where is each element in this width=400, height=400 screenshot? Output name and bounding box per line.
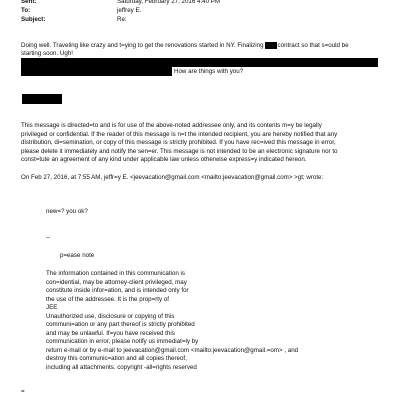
body-line-1-start: Doing well. Traveling like crazy and t=ying to get the renovations started in NY. Finalizing <box>21 42 264 50</box>
disclaimer-line: privileged or confidential. If the reader of this message is n=t the intended recipient, you are hereby notified that any <box>21 130 338 138</box>
quote-line-1: new=? you ok? <box>46 208 88 215</box>
body-line-3: How are things with you? <box>174 68 244 75</box>
quote-line-2: -- <box>46 234 51 241</box>
redaction-block-large <box>21 58 378 67</box>
to-label: To: <box>21 7 31 14</box>
body-line-2: starting soon. Ugh! <box>21 50 73 57</box>
trailing-char: = <box>21 388 25 395</box>
notice-line: constitute inside infor=ation, and is intended only for <box>46 287 189 294</box>
redaction-block-partial <box>21 67 172 76</box>
notice-line: JEE <box>46 304 58 311</box>
body-line-1-end: contract so that s=ould be <box>277 42 349 50</box>
redaction-block <box>265 42 277 49</box>
quote-line-3: p=ease note <box>60 252 95 259</box>
notice-line: the use of the addressee. It is the prop=rty of <box>46 295 169 303</box>
notice-line: communication in error, please notify us immediat=ly by <box>46 338 199 345</box>
disclaimer-line: distribution, di=semination, or copy of this message is strictly prohibited. If you have rec=ived this message in error, <box>21 139 336 146</box>
to-value: jeffrey E. <box>117 7 142 14</box>
disclaimer-line: const=tute an agreement of any kind under applicable law unless otherwise express=y indicated hereon. <box>21 156 307 163</box>
notice-line: con=idential, may be attorney-client privileged, may <box>46 278 187 286</box>
notice-line: including all attachments. copyright -all=rights reserved <box>46 363 197 371</box>
subject-value: Re: <box>117 16 127 23</box>
quote-header: On Feb 27, 2016, at 7:55 AM, jeffr=y E. <jeevacation@gmail.com <mailto:jeevacation@gmail.com> >gt; wrote: <box>21 174 324 181</box>
disclaimer-line: please delete it immediately and notify the sen=er. This message is not intended to be an electronic signature nor to <box>21 147 338 155</box>
notice-line: and may be unlawful. If=you have received this <box>46 329 175 337</box>
sent-label: Sent: <box>21 0 37 5</box>
notice-line: Unauthorized use, disclosure or copying of this <box>46 312 175 320</box>
disclaimer-line: This message is directed=to and is for use of the above-noted addressee only, and its contents m=y be legally <box>21 122 322 129</box>
notice-line: The information contained in this communication is <box>46 270 185 277</box>
redaction-signature <box>22 94 62 104</box>
notice-line: communi=ation or any part thereof is strictly prohibited <box>46 321 195 328</box>
subject-label: Subject: <box>21 16 46 23</box>
sent-value: Saturday, February 27, 2016 4:40 PM <box>117 0 221 5</box>
notice-line: destroy this communic=ation and all copies thereof, <box>46 355 187 362</box>
notice-line: return e-mail or by e-mail to jeevacation@gmail.com <mailto:jeevacation@gmail.=om> , and <box>46 346 299 354</box>
